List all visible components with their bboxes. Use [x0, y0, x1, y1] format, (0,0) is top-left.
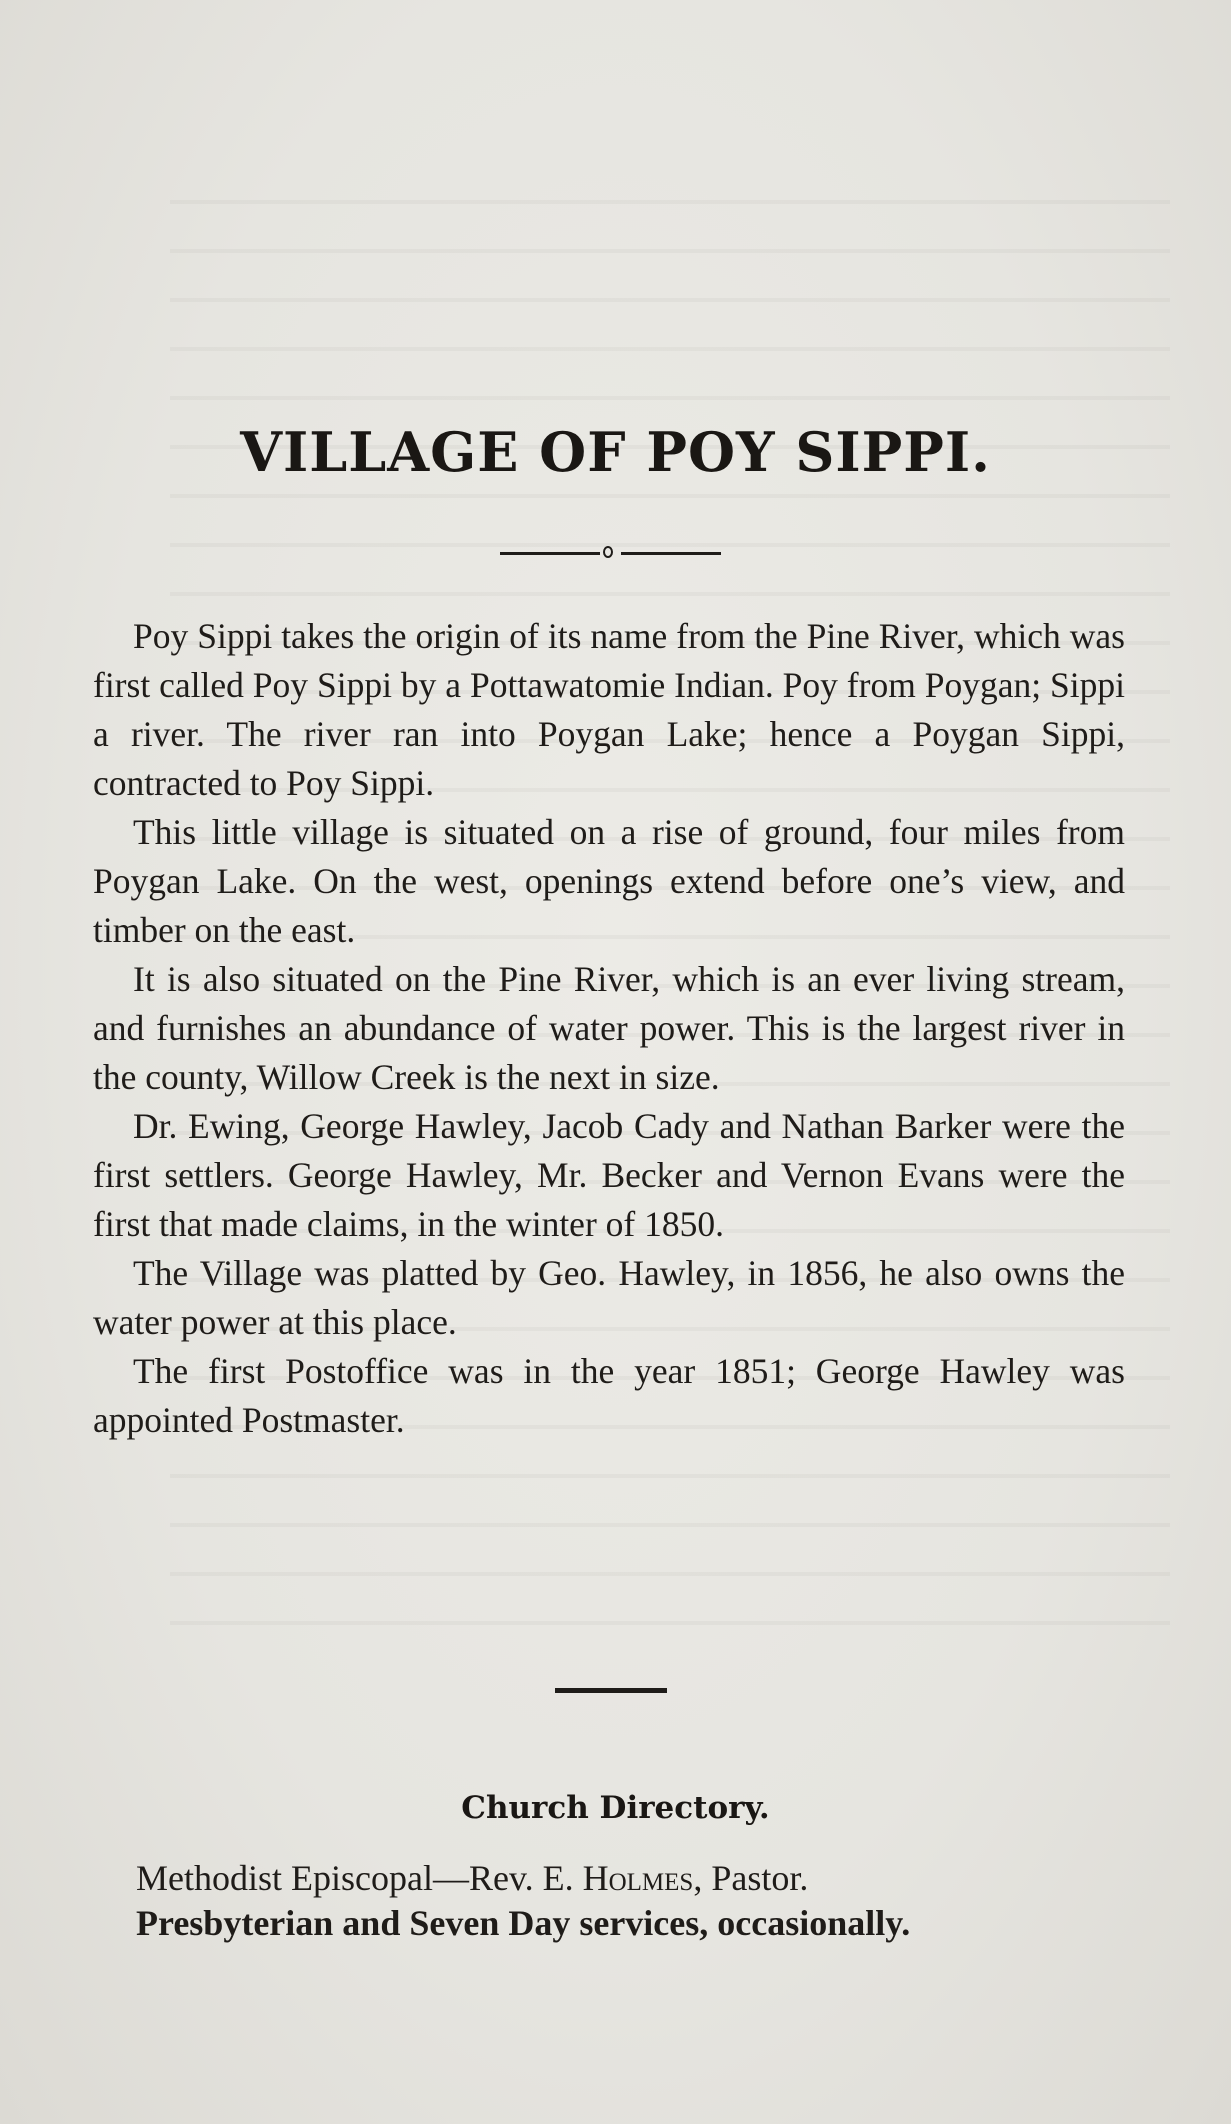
title-ornament — [500, 545, 722, 561]
methodist-suffix: , Pastor. — [693, 1858, 809, 1898]
paragraph-location: This little village is situated on a rise of ground, four miles from Poygan Lake. On the west, openings extend before one’s view, and timber on the east. — [93, 812, 1125, 950]
article-body — [93, 612, 1125, 1445]
pastor-name: Holmes — [582, 1858, 694, 1898]
paragraph-origin: Poy Sippi takes the origin of its name from the Pine River, which was first called Poy Sippi by a Pottawatomie Indian. Poy from Poygan; Sippi a river. The river ran into Poygan Lake; hence a Poygan Sippi, contracted to Poy Sippi. — [93, 616, 1125, 803]
page-title: VILLAGE OF POY SIPPI. — [240, 420, 991, 484]
ornament-line-left — [500, 552, 600, 555]
methodist-prefix: Methodist Episcopal—Rev. E. — [136, 1858, 583, 1898]
church-entry-presbyterian: Presbyterian and Seven Day services, occasionally. — [136, 1903, 911, 1943]
section-divider — [555, 1688, 667, 1693]
church-directory-heading: Church Directory. — [461, 1790, 770, 1826]
paragraph-river: It is also situated on the Pine River, which is an ever living stream, and furnishes an abundance of water power. This is the largest river in the county, Willow Creek is the next in size. — [93, 959, 1125, 1097]
paragraph-platted: The Village was platted by Geo. Hawley, in 1856, he also owns the water power at this place. — [93, 1253, 1125, 1342]
paragraph-postoffice: The first Postoffice was in the year 1851; George Hawley was appointed Postmaster. — [93, 1351, 1125, 1440]
paragraph-settlers: Dr. Ewing, George Hawley, Jacob Cady and Nathan Barker were the first settlers. George Hawley, Mr. Becker and Vernon Evans were the first that made claims, in the winter of 1850. — [93, 1106, 1125, 1244]
ornament-line-right — [621, 552, 721, 555]
church-entry-methodist — [136, 1857, 808, 1899]
ornament-circle — [603, 546, 613, 558]
